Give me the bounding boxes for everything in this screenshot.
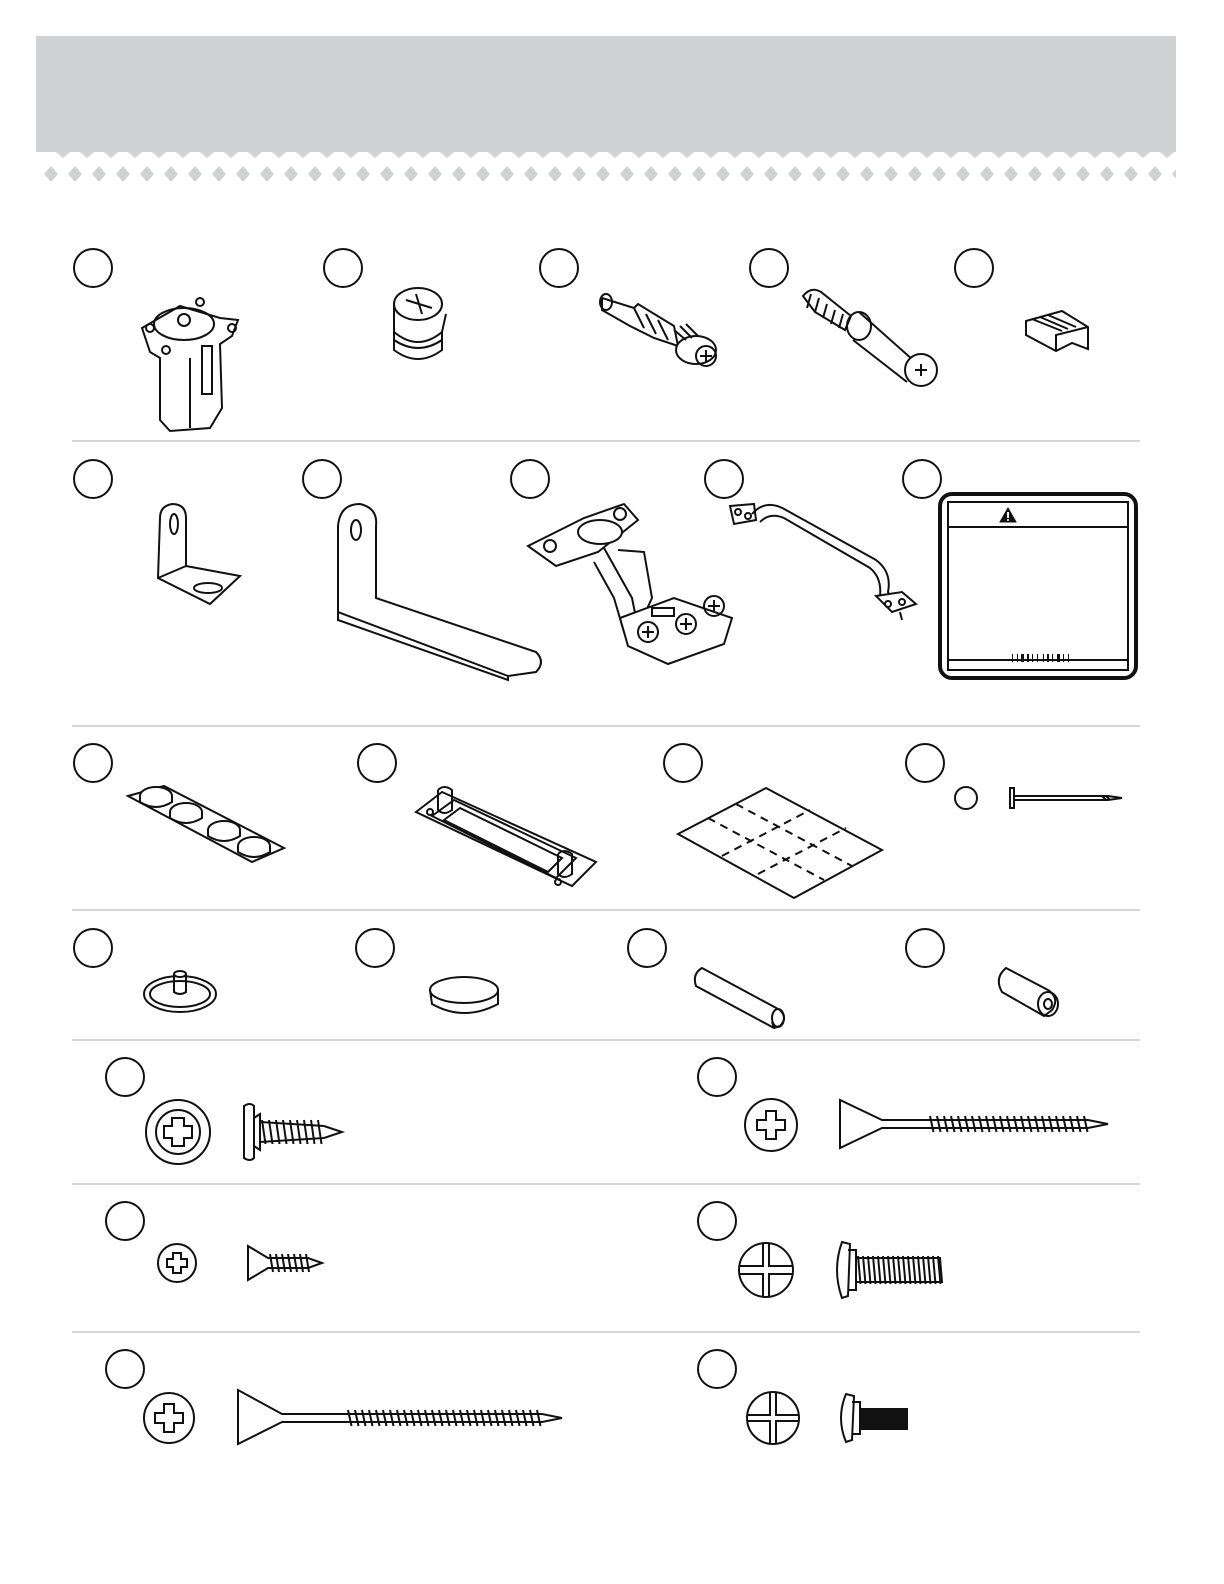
screw-icon: [156, 1242, 328, 1284]
plate-icon: [412, 782, 600, 898]
shelf-clip-icon: [1022, 305, 1092, 355]
cam-lock-icon: [386, 284, 456, 364]
part-badge: [323, 248, 363, 288]
row-divider: [72, 440, 1140, 442]
cam-bolt-icon: [594, 286, 724, 371]
part-badge: [105, 1057, 145, 1097]
diamond-border: [36, 152, 1176, 186]
part-badge: [905, 928, 945, 968]
part-badge: [355, 928, 395, 968]
row-divider: [72, 1039, 1140, 1041]
part-badge: [73, 459, 113, 499]
cam-bolt-icon: [797, 282, 943, 394]
part-badge: [697, 1057, 737, 1097]
row-divider: [72, 1331, 1140, 1333]
part-badge: [539, 248, 579, 288]
part-badge: [105, 1349, 145, 1389]
part-badge: [749, 248, 789, 288]
part-badge: [902, 459, 942, 499]
part-badge: [905, 743, 945, 783]
part-badge: [73, 248, 113, 288]
header-band: [36, 36, 1176, 152]
part-badge: [357, 743, 397, 783]
cam-housing-icon: [120, 288, 250, 433]
part-badge: [697, 1201, 737, 1241]
part-badge: [954, 248, 994, 288]
handle-icon: [726, 500, 922, 622]
bumper-icon: [124, 782, 288, 868]
row-divider: [72, 1183, 1140, 1185]
spacer-icon: [996, 966, 1062, 1018]
part-badge: [697, 1349, 737, 1389]
warning-label-icon: [938, 492, 1138, 680]
part-badge: [302, 459, 342, 499]
screw-icon: [744, 1096, 1112, 1154]
screw-icon: [142, 1388, 566, 1448]
hinge-icon: [524, 498, 740, 668]
part-badge: [105, 1201, 145, 1241]
part-badge: [704, 459, 744, 499]
part-badge: [627, 928, 667, 968]
part-badge: [510, 459, 550, 499]
screw-icon: [738, 1238, 948, 1302]
part-badge: [663, 743, 703, 783]
dowel-icon: [692, 966, 790, 1030]
screw-icon: [744, 1390, 914, 1446]
sheet-icon: [676, 786, 884, 900]
part-badge: [73, 743, 113, 783]
screw-icon: [144, 1098, 344, 1168]
cap-icon: [424, 974, 504, 1020]
row-divider: [72, 725, 1140, 727]
nail-icon: [952, 784, 1128, 814]
row-divider: [72, 909, 1140, 911]
l-bracket-icon: [152, 500, 244, 606]
part-badge: [73, 928, 113, 968]
l-bracket-icon: [330, 500, 546, 680]
glide-icon: [140, 966, 220, 1014]
